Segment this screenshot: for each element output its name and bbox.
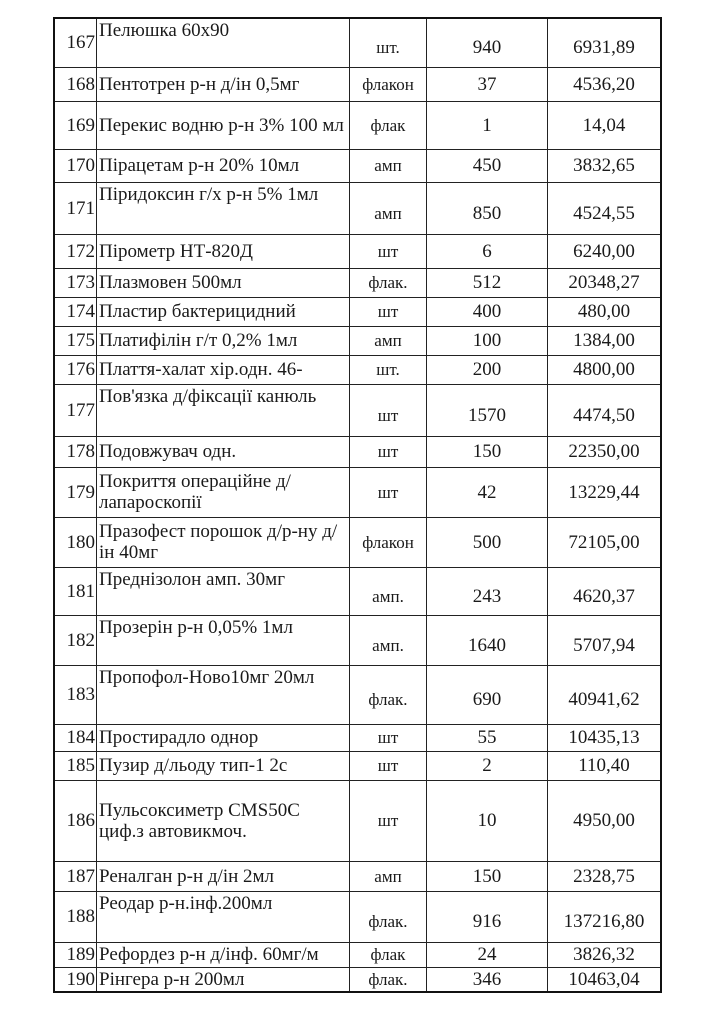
table-row	[54, 891, 661, 942]
row-number-cell: 187	[54, 861, 97, 891]
table-row	[54, 942, 661, 967]
unit-cell: флакон	[350, 517, 427, 567]
row-number-cell: 178	[54, 436, 97, 467]
sum-cell: 4950,00	[548, 780, 662, 861]
table-row	[54, 967, 661, 992]
sum-cell: 4474,50	[548, 384, 662, 436]
quantity-cell: 150	[427, 861, 548, 891]
quantity-cell: 1570	[427, 384, 548, 436]
item-name-cell: Пірацетам р-н 20% 10мл	[97, 149, 350, 182]
sum-cell: 10463,04	[548, 967, 662, 992]
unit-cell: шт.	[350, 355, 427, 384]
item-name-cell: Пропофол-Ново10мг 20мл	[97, 665, 350, 724]
row-number-cell: 170	[54, 149, 97, 182]
sum-cell: 20348,27	[548, 268, 662, 297]
item-name-cell: Реодар р-н.інф.200мл	[97, 891, 350, 942]
sum-cell: 14,04	[548, 101, 662, 149]
quantity-cell: 243	[427, 567, 548, 615]
quantity-cell: 850	[427, 182, 548, 234]
item-name-cell: Плазмовен 500мл	[97, 268, 350, 297]
item-name-cell: Празофест порошок д/р-ну д/ін 40мг	[97, 517, 350, 567]
sum-cell: 3826,32	[548, 942, 662, 967]
sum-cell: 6931,89	[548, 18, 662, 67]
unit-cell: амп.	[350, 615, 427, 665]
item-name-cell: Пірометр НТ-820Д	[97, 234, 350, 268]
row-number-cell: 169	[54, 101, 97, 149]
sum-cell: 4524,55	[548, 182, 662, 234]
table-row	[54, 436, 661, 467]
quantity-cell: 690	[427, 665, 548, 724]
row-number-cell: 172	[54, 234, 97, 268]
item-name-cell: Пластир бактерицидний	[97, 297, 350, 326]
row-number-cell: 185	[54, 751, 97, 780]
table-row	[54, 234, 661, 268]
quantity-cell: 100	[427, 326, 548, 355]
quantity-cell: 500	[427, 517, 548, 567]
table-row	[54, 665, 661, 724]
quantity-cell: 2	[427, 751, 548, 780]
table-row	[54, 567, 661, 615]
sum-cell: 1384,00	[548, 326, 662, 355]
item-name-cell: Перекис водню р-н 3% 100 мл	[97, 101, 350, 149]
row-number-cell: 167	[54, 18, 97, 67]
unit-cell: шт	[350, 234, 427, 268]
item-name-cell: Подовжувач одн.	[97, 436, 350, 467]
row-number-cell: 171	[54, 182, 97, 234]
unit-cell: флак.	[350, 967, 427, 992]
quantity-cell: 150	[427, 436, 548, 467]
quantity-cell: 450	[427, 149, 548, 182]
item-name-cell: Рінгера р-н 200мл	[97, 967, 350, 992]
quantity-cell: 346	[427, 967, 548, 992]
table-row	[54, 780, 661, 861]
row-number-cell: 184	[54, 724, 97, 751]
row-number-cell: 183	[54, 665, 97, 724]
sum-cell: 4620,37	[548, 567, 662, 615]
table-row	[54, 149, 661, 182]
quantity-cell: 400	[427, 297, 548, 326]
sum-cell: 137216,80	[548, 891, 662, 942]
quantity-cell: 200	[427, 355, 548, 384]
unit-cell: шт.	[350, 18, 427, 67]
sum-cell: 3832,65	[548, 149, 662, 182]
table-row	[54, 384, 661, 436]
sum-cell: 10435,13	[548, 724, 662, 751]
item-name-cell: Пелюшка 60х90	[97, 18, 350, 67]
item-name-cell: Рефордез р-н д/інф. 60мг/м	[97, 942, 350, 967]
table-row	[54, 268, 661, 297]
sum-cell: 6240,00	[548, 234, 662, 268]
unit-cell: флакон	[350, 67, 427, 101]
unit-cell: шт	[350, 384, 427, 436]
quantity-cell: 1640	[427, 615, 548, 665]
item-name-cell: Пульсоксиметр CMS50C циф.з автовикмоч.	[97, 780, 350, 861]
item-name-cell: Пов'язка д/фіксації канюль	[97, 384, 350, 436]
table-row	[54, 861, 661, 891]
sum-cell: 4536,20	[548, 67, 662, 101]
unit-cell: шт	[350, 780, 427, 861]
item-name-cell: Пентотрен р-н д/ін 0,5мг	[97, 67, 350, 101]
quantity-cell: 10	[427, 780, 548, 861]
unit-cell: шт	[350, 297, 427, 326]
quantity-cell: 1	[427, 101, 548, 149]
unit-cell: амп.	[350, 567, 427, 615]
row-number-cell: 181	[54, 567, 97, 615]
row-number-cell: 188	[54, 891, 97, 942]
quantity-cell: 916	[427, 891, 548, 942]
unit-cell: флак.	[350, 891, 427, 942]
table-row	[54, 751, 661, 780]
row-number-cell: 176	[54, 355, 97, 384]
items-table-body	[54, 18, 661, 992]
unit-cell: шт	[350, 467, 427, 517]
table-row	[54, 297, 661, 326]
table-row	[54, 101, 661, 149]
unit-cell: амп	[350, 149, 427, 182]
quantity-cell: 24	[427, 942, 548, 967]
item-name-cell: Реналган р-н д/ін 2мл	[97, 861, 350, 891]
unit-cell: шт	[350, 751, 427, 780]
unit-cell: амп	[350, 861, 427, 891]
row-number-cell: 177	[54, 384, 97, 436]
table-row	[54, 67, 661, 101]
item-name-cell: Прозерін р-н 0,05% 1мл	[97, 615, 350, 665]
sum-cell: 22350,00	[548, 436, 662, 467]
row-number-cell: 180	[54, 517, 97, 567]
sum-cell: 72105,00	[548, 517, 662, 567]
items-table	[53, 17, 662, 993]
item-name-cell: Піридоксин г/х р-н 5% 1мл	[97, 182, 350, 234]
unit-cell: шт	[350, 436, 427, 467]
sum-cell: 5707,94	[548, 615, 662, 665]
quantity-cell: 6	[427, 234, 548, 268]
row-number-cell: 190	[54, 967, 97, 992]
quantity-cell: 940	[427, 18, 548, 67]
table-row	[54, 467, 661, 517]
row-number-cell: 168	[54, 67, 97, 101]
table-row	[54, 326, 661, 355]
sum-cell: 110,40	[548, 751, 662, 780]
sum-cell: 40941,62	[548, 665, 662, 724]
quantity-cell: 55	[427, 724, 548, 751]
unit-cell: флак	[350, 101, 427, 149]
table-row	[54, 724, 661, 751]
item-name-cell: Покриття операційне д/лапароскопії	[97, 467, 350, 517]
table-row	[54, 615, 661, 665]
row-number-cell: 182	[54, 615, 97, 665]
table-row	[54, 18, 661, 67]
table-row	[54, 517, 661, 567]
table-row	[54, 182, 661, 234]
item-name-cell: Платифілін г/т 0,2% 1мл	[97, 326, 350, 355]
unit-cell: амп	[350, 182, 427, 234]
unit-cell: флак.	[350, 665, 427, 724]
row-number-cell: 179	[54, 467, 97, 517]
item-name-cell: Плаття-халат хір.одн. 46-	[97, 355, 350, 384]
row-number-cell: 173	[54, 268, 97, 297]
row-number-cell: 175	[54, 326, 97, 355]
item-name-cell: Простирадло однор	[97, 724, 350, 751]
item-name-cell: Преднізолон амп. 30мг	[97, 567, 350, 615]
item-name-cell: Пузир д/льоду тип-1 2с	[97, 751, 350, 780]
row-number-cell: 186	[54, 780, 97, 861]
unit-cell: флак	[350, 942, 427, 967]
sum-cell: 480,00	[548, 297, 662, 326]
unit-cell: амп	[350, 326, 427, 355]
unit-cell: флак.	[350, 268, 427, 297]
quantity-cell: 37	[427, 67, 548, 101]
quantity-cell: 42	[427, 467, 548, 517]
sum-cell: 4800,00	[548, 355, 662, 384]
unit-cell: шт	[350, 724, 427, 751]
quantity-cell: 512	[427, 268, 548, 297]
table-row	[54, 355, 661, 384]
row-number-cell: 189	[54, 942, 97, 967]
sum-cell: 13229,44	[548, 467, 662, 517]
row-number-cell: 174	[54, 297, 97, 326]
sum-cell: 2328,75	[548, 861, 662, 891]
